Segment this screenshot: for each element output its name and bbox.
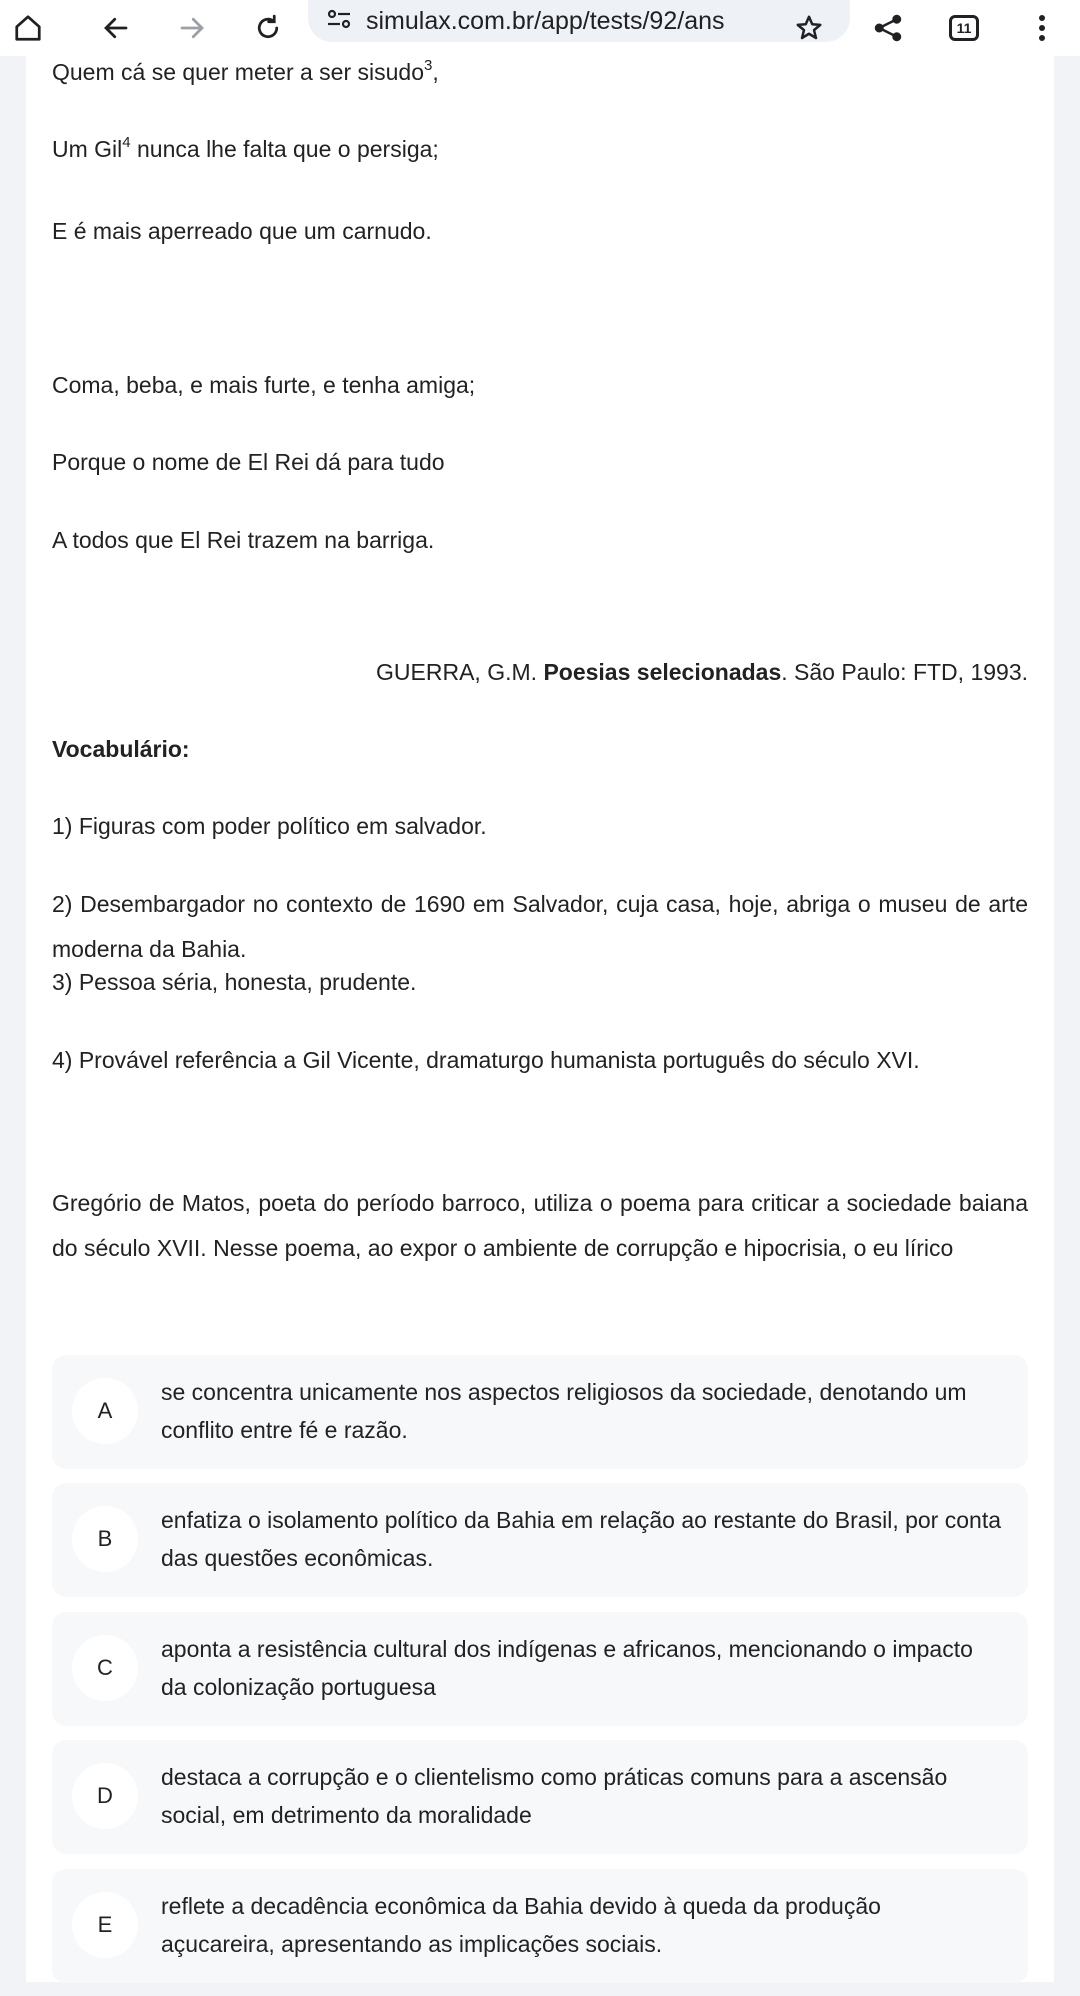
vocabulary-item: 1) Figuras com poder político em salvador. (52, 813, 487, 839)
home-icon[interactable] (0, 0, 56, 56)
option-letter[interactable]: A (72, 1378, 138, 1444)
option-text[interactable]: aponta a resistência cultural dos indígenas e africanos, mencionando o impacto da colonização portuguesa (161, 1636, 973, 1700)
answer-option-c[interactable] (52, 1612, 1028, 1726)
option-text[interactable]: reflete a decadência econômica da Bahia devido à queda da produção açucareira, apresentando as implicações sociais. (161, 1893, 881, 1957)
vocabulary-item: 4) Provável referência a Gil Vicente, dramaturgo humanista português do século XVI. (52, 1047, 920, 1073)
option-letter[interactable]: D (72, 1763, 138, 1829)
option-text[interactable]: enfatiza o isolamento político da Bahia em relação ao restante do Brasil, por conta das questões econômicas. (161, 1507, 1001, 1571)
answer-option-b[interactable] (52, 1483, 1028, 1597)
browser-toolbar (0, 0, 1080, 56)
answer-option-e[interactable] (52, 1869, 1028, 1983)
url-text[interactable]: simulax.com.br/app/tests/92/ans (366, 6, 725, 35)
reload-icon[interactable] (240, 0, 296, 56)
poem-line: Porque o nome de El Rei dá para tudo (52, 449, 445, 475)
option-letter[interactable]: C (72, 1635, 138, 1701)
vocabulary-title: Vocabulário: (52, 736, 190, 762)
option-letter[interactable]: B (72, 1506, 138, 1572)
answer-option-d[interactable] (52, 1740, 1028, 1854)
question-card (26, 56, 1054, 1982)
question-statement: Gregório de Matos, poeta do período barroco, utiliza o poema para criticar a sociedade baiana do século XVII. Nesse poema, ao expor o ambiente de corrupção e hipocrisia, o eu lírico (52, 1190, 1028, 1261)
poem-line: Um Gil$^4$ nunca lhe falta que o persiga; (52, 134, 439, 162)
menu-icon[interactable] (1014, 0, 1070, 56)
option-text[interactable]: se concentra unicamente nos aspectos religiosos da sociedade, denotando um conflito entre fé e razão. (161, 1379, 967, 1443)
bookmark-star-icon[interactable] (781, 0, 837, 56)
poem-line: Coma, beba, e mais furte, e tenha amiga; (52, 372, 476, 398)
poem-line: E é mais aperreado que um carnudo. (52, 218, 432, 244)
forward-icon[interactable] (164, 0, 220, 56)
tab-count: 11 (949, 15, 979, 41)
answer-option-a[interactable] (52, 1355, 1028, 1469)
option-letter[interactable]: E (72, 1892, 138, 1958)
address-bar[interactable] (308, 0, 850, 42)
poem-citation: GUERRA, G.M. Poesias selecionadas. São Paulo: FTD, 1993. (376, 659, 1028, 685)
poem-line: A todos que El Rei trazem na barriga. (52, 527, 435, 553)
site-info-icon[interactable] (326, 8, 352, 35)
back-icon[interactable] (88, 0, 144, 56)
option-text[interactable]: destaca a corrupção e o clientelismo como práticas comuns para a ascensão social, em detrimento da moralidade (161, 1764, 948, 1828)
vocabulary-item: 3) Pessoa séria, honesta, prudente. (52, 969, 417, 995)
vocabulary-item: 2) Desembargador no contexto de 1690 em Salvador, cuja casa, hoje, abriga o museu de arte moderna da Bahia. (52, 891, 1028, 962)
share-icon[interactable] (860, 0, 916, 56)
tabs-icon[interactable] (936, 0, 992, 56)
poem-line: Quem cá se quer meter a ser sisudo$^3$, (52, 57, 439, 85)
